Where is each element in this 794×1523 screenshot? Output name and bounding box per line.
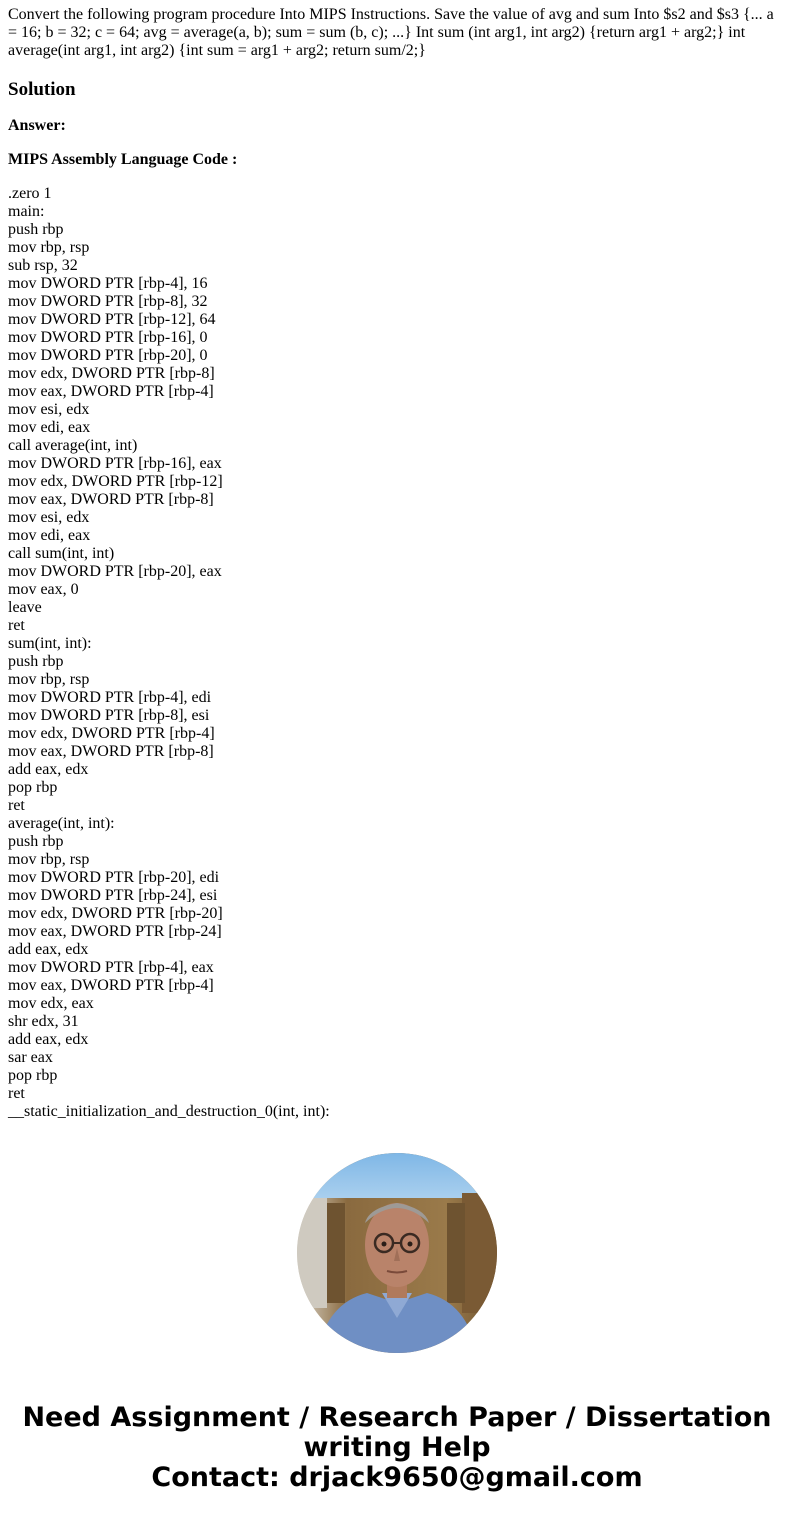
question-text: Convert the following program procedure Into MIPS Instructions. Save the value of avg and sum Into $s2 and $s3 {... a = 16; b = 32; c = 64; avg = average(a, b); sum = sum (b, c); ...} Int sum (int arg1, int arg2) {return arg1 + arg2;} int average(int arg1, int arg2) {int sum = arg1 + arg2; return sum/2;} [8, 6, 774, 59]
code-line: mov DWORD PTR [rbp-20], 0 [8, 347, 208, 364]
code-line: pop rbp [8, 779, 58, 796]
code-line: mov eax, DWORD PTR [rbp-4] [8, 383, 214, 400]
code-line: mov DWORD PTR [rbp-20], edi [8, 869, 220, 886]
code-line: push rbp [8, 833, 64, 850]
code-line: ret [8, 617, 25, 634]
code-line: leave [8, 599, 42, 616]
solution-heading: Solution [8, 79, 76, 100]
code-line: push rbp [8, 221, 64, 238]
code-line: mov esi, edx [8, 401, 90, 418]
code-line: mov DWORD PTR [rbp-4], edi [8, 689, 212, 706]
code-line: pop rbp [8, 1067, 58, 1084]
code-line: mov eax, 0 [8, 581, 79, 598]
footer-banner [0, 1403, 794, 1493]
answer-label: Answer: [8, 117, 66, 134]
footer-line-2: writing Help [303, 1432, 491, 1463]
footer-contact: Contact: drjack9650@gmail.com [151, 1462, 643, 1493]
document-body [8, 6, 786, 1121]
code-line: mov DWORD PTR [rbp-8], esi [8, 707, 210, 724]
code-line: mov DWORD PTR [rbp-24], esi [8, 887, 218, 904]
code-line: mov eax, DWORD PTR [rbp-24] [8, 923, 222, 940]
code-line: mov DWORD PTR [rbp-8], 32 [8, 293, 208, 310]
code-line: push rbp [8, 653, 64, 670]
code-line: __static_initialization_and_destruction_0(int, int): [8, 1103, 330, 1120]
code-line: mov DWORD PTR [rbp-20], eax [8, 563, 222, 580]
code-line: mov edi, eax [8, 419, 91, 436]
code-line: average(int, int): [8, 815, 115, 832]
code-title: MIPS Assembly Language Code : [8, 151, 238, 168]
author-photo [297, 1153, 497, 1353]
code-line: sum(int, int): [8, 635, 92, 652]
code-line: mov rbp, rsp [8, 239, 90, 256]
code-line: add eax, edx [8, 761, 89, 778]
code-line: add eax, edx [8, 941, 89, 958]
code-line: mov edi, eax [8, 527, 91, 544]
code-line: add eax, edx [8, 1031, 89, 1048]
code-line: mov DWORD PTR [rbp-16], eax [8, 455, 222, 472]
code-line: mov DWORD PTR [rbp-4], 16 [8, 275, 208, 292]
code-line: mov rbp, rsp [8, 671, 90, 688]
code-line: .zero 1 [8, 185, 52, 202]
code-line: shr edx, 31 [8, 1013, 79, 1030]
code-line: mov edx, DWORD PTR [rbp-8] [8, 365, 215, 382]
code-line: mov rbp, rsp [8, 851, 90, 868]
footer-line-1: Need Assignment / Research Paper / Dissertation [22, 1402, 772, 1433]
code-line: call average(int, int) [8, 437, 138, 454]
code-line: ret [8, 797, 25, 814]
code-line: call sum(int, int) [8, 545, 115, 562]
code-line: mov DWORD PTR [rbp-12], 64 [8, 311, 216, 328]
code-block [8, 185, 786, 1121]
code-line: mov DWORD PTR [rbp-4], eax [8, 959, 214, 976]
code-line: mov eax, DWORD PTR [rbp-8] [8, 743, 214, 760]
code-line: sub rsp, 32 [8, 257, 78, 274]
code-line: mov eax, DWORD PTR [rbp-4] [8, 977, 214, 994]
code-line: mov esi, edx [8, 509, 90, 526]
code-line: mov edx, eax [8, 995, 94, 1012]
code-line: ret [8, 1085, 25, 1102]
code-line: mov DWORD PTR [rbp-16], 0 [8, 329, 208, 346]
code-line: sar eax [8, 1049, 53, 1066]
author-photo-illustration [297, 1153, 497, 1353]
code-line: mov edx, DWORD PTR [rbp-12] [8, 473, 223, 490]
code-line: main: [8, 203, 45, 220]
code-line: mov edx, DWORD PTR [rbp-20] [8, 905, 223, 922]
code-line: mov eax, DWORD PTR [rbp-8] [8, 491, 214, 508]
code-line: mov edx, DWORD PTR [rbp-4] [8, 725, 215, 742]
